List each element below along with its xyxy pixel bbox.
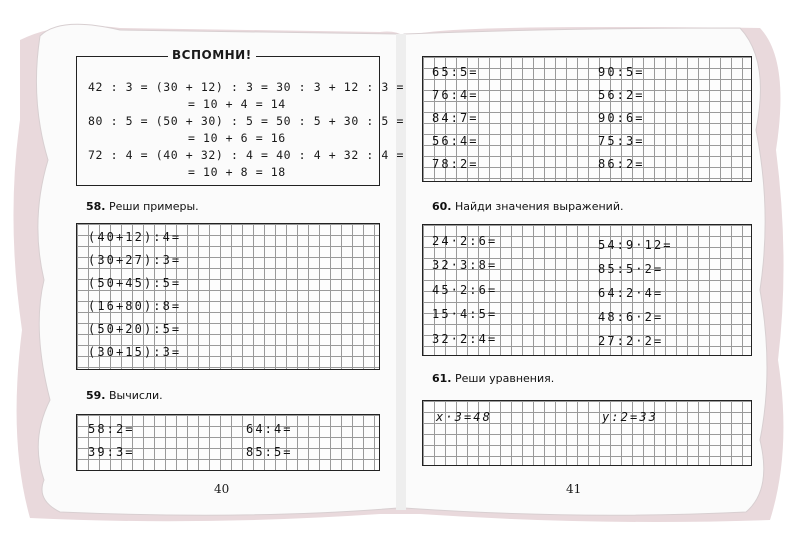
top-exercise-item: 78:2= bbox=[432, 157, 479, 171]
task-58-item: (40+12):4= bbox=[88, 230, 182, 244]
task-59-title: Вычисли. bbox=[109, 389, 163, 402]
top-exercise-item: 75:3= bbox=[598, 134, 645, 148]
top-exercise-item: 76:4= bbox=[432, 88, 479, 102]
page-number-right: 41 bbox=[566, 482, 582, 496]
task-60-item: 64:2·4= bbox=[598, 286, 664, 300]
remember-line: 80 : 5 = (50 + 30) : 5 = 50 : 5 + 30 : 5 = bbox=[88, 114, 404, 128]
task-58-item: (50+20):5= bbox=[88, 322, 182, 336]
top-exercise-item: 90:5= bbox=[598, 65, 645, 79]
task-60-item: 85:5·2= bbox=[598, 262, 664, 276]
task-59-item: 39:3= bbox=[88, 445, 135, 459]
page-number-left: 40 bbox=[214, 482, 230, 496]
remember-line: = 10 + 8 = 18 bbox=[188, 165, 286, 179]
task-58-number: 58. bbox=[86, 200, 106, 213]
remember-line: 72 : 4 = (40 + 32) : 4 = 40 : 4 + 32 : 4 = bbox=[88, 148, 404, 162]
book-spine bbox=[396, 34, 406, 510]
task-59-item: 85:5= bbox=[246, 445, 293, 459]
task-60-item: 54:9·12= bbox=[598, 238, 673, 252]
task-59-heading bbox=[86, 389, 163, 402]
task-58-heading bbox=[86, 200, 199, 213]
remember-line: = 10 + 6 = 16 bbox=[188, 131, 286, 145]
task-61-item: y:2=33 bbox=[602, 410, 658, 424]
top-exercise-item: 86:2= bbox=[598, 157, 645, 171]
top-exercise-item: 84:7= bbox=[432, 111, 479, 125]
top-exercise-item: 65:5= bbox=[432, 65, 479, 79]
task-61-item: x·3=48 bbox=[436, 410, 492, 424]
task-59-item: 64:4= bbox=[246, 422, 293, 436]
task-61-title: Реши уравнения. bbox=[455, 372, 555, 385]
task-60-item: 24·2:6= bbox=[432, 234, 498, 248]
task-59-item: 58:2= bbox=[88, 422, 135, 436]
task-60-number: 60. bbox=[432, 200, 452, 213]
task-60-item: 15·4:5= bbox=[432, 307, 498, 321]
task-58-title: Реши примеры. bbox=[109, 200, 199, 213]
top-exercise-item: 56:2= bbox=[598, 88, 645, 102]
task-60-heading bbox=[432, 200, 623, 213]
remember-line: 42 : 3 = (30 + 12) : 3 = 30 : 3 + 12 : 3 = bbox=[88, 80, 404, 94]
top-exercise-item: 56:4= bbox=[432, 134, 479, 148]
task-61-heading bbox=[432, 372, 554, 385]
task-58-item: (50+45):5= bbox=[88, 276, 182, 290]
task-60-item: 48:6·2= bbox=[598, 310, 664, 324]
task-58-item: (30+27):3= bbox=[88, 253, 182, 267]
task-60-item: 45·2:6= bbox=[432, 283, 498, 297]
top-exercise-item: 90:6= bbox=[598, 111, 645, 125]
task-58-item: (30+15):3= bbox=[88, 345, 182, 359]
remember-title: ВСПОМНИ! bbox=[168, 48, 256, 62]
task-59-number: 59. bbox=[86, 389, 106, 402]
task-60-title: Найди значения выражений. bbox=[455, 200, 624, 213]
task-60-item: 32·2:4= bbox=[432, 332, 498, 346]
task-60-item: 27:2·2= bbox=[598, 334, 664, 348]
task-60-item: 32·3:8= bbox=[432, 258, 498, 272]
task-58-item: (16+80):8= bbox=[88, 299, 182, 313]
task-61-number: 61. bbox=[432, 372, 452, 385]
remember-line: = 10 + 4 = 14 bbox=[188, 97, 286, 111]
